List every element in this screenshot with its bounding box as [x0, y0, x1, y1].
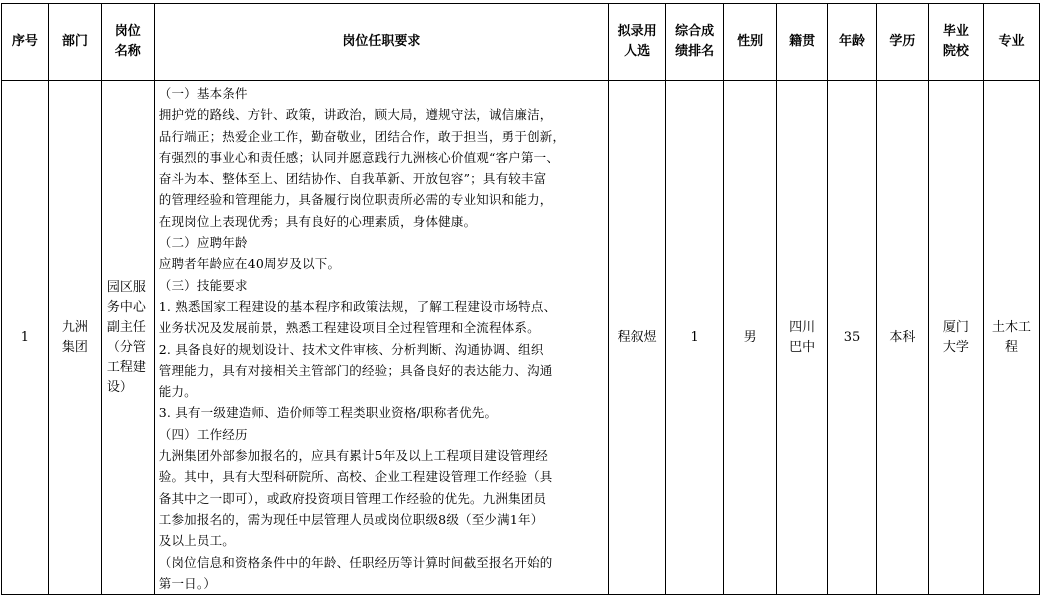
requirement-line: 2. 具备良好的规划设计、技术文件审核、分析判断、沟通协调、组织 [158, 341, 544, 357]
cell-school [928, 81, 983, 595]
requirement-line: 第一日。） [158, 575, 217, 591]
position-line: 园区服 [106, 279, 146, 295]
cell-candidate: 程叙煜 [609, 81, 666, 595]
requirement-line: 业务状况及发展前景，熟悉工程建设项目全过程管理和全流程体系。 [158, 320, 540, 336]
header-rank [666, 4, 724, 81]
requirement-line: 九洲集团外部参加报名的，应具有累计5年及以上工程项目建设管理经 [158, 448, 548, 464]
position-line: 副主任 [106, 319, 146, 335]
requirement-line: 的管理经验和管理能力，具备履行岗位职责所必需的专业知识和能力， [158, 192, 553, 208]
origin-line: 巴中 [789, 339, 816, 355]
header-education: 学历 [876, 4, 928, 81]
requirement-line: 及以上员工。 [158, 533, 235, 549]
table-row [2, 81, 1040, 595]
position-line: （分管 [106, 339, 146, 355]
header-position-line: 名称 [114, 44, 141, 59]
cell-major [983, 81, 1039, 595]
cell-requirements [154, 81, 608, 595]
requirement-line: 应聘者年龄应在40周岁及以下。 [158, 256, 341, 272]
cell-dept [48, 81, 101, 595]
requirement-line: （一）基本条件 [158, 86, 248, 101]
requirement-line: （岗位信息和资格条件中的年龄、任职经历等计算时间截至报名开始的 [158, 554, 553, 570]
job-position-table [1, 3, 1040, 595]
position-line: 设） [106, 379, 133, 395]
requirement-line: 1. 熟悉国家工程建设的基本程序和政策法规，了解工程建设市场特点、 [158, 298, 557, 314]
requirement-line: 3. 具有一级建造师、造价师等工程类职业资格/职称者优先。 [158, 405, 498, 421]
position-line: 务中心 [106, 299, 146, 315]
header-gender: 性别 [724, 4, 777, 81]
cell-gender: 男 [724, 81, 777, 595]
position-line: 工程建 [106, 359, 146, 375]
header-origin: 籍贯 [777, 4, 828, 81]
header-school [928, 4, 983, 81]
header-rank-line: 绩排名 [675, 44, 715, 59]
requirement-line: 管理能力，具有对接相关主管部门的经验；具备良好的表达能力、沟通 [158, 362, 553, 378]
requirement-line: 能力。 [158, 384, 197, 400]
header-candidate [609, 4, 666, 81]
cell-education: 本科 [876, 81, 928, 595]
cell-position [101, 81, 154, 595]
school-line: 厦门 [942, 319, 969, 335]
header-position [101, 4, 154, 81]
header-position-line: 岗位 [114, 24, 141, 39]
header-requirements: 岗位任职要求 [154, 4, 608, 81]
requirement-line: （四）工作经历 [158, 426, 248, 442]
cell-seq: 1 [2, 81, 49, 595]
dept-line: 九洲 [61, 319, 88, 335]
origin-line: 四川 [789, 319, 816, 335]
requirement-line: （二）应聘年龄 [158, 235, 248, 251]
dept-line: 集团 [61, 339, 88, 355]
major-line: 土木工 [991, 319, 1031, 335]
school-line: 大学 [942, 339, 969, 355]
cell-age: 35 [828, 81, 877, 595]
requirement-line: 在现岗位上表现优秀；具有良好的心理素质，身体健康。 [158, 213, 477, 229]
cell-rank: 1 [666, 81, 724, 595]
major-line: 程 [1004, 339, 1018, 355]
requirement-line: 奋斗为本、整体至上、团结协作、自我革新、开放包容”；具有较丰富 [158, 171, 547, 187]
requirement-line: 工参加报名的，需为现任中层管理人员或岗位职级8级（至少满1年） [158, 511, 544, 527]
requirement-line: （三）技能要求 [158, 277, 248, 293]
header-school-line: 院校 [942, 44, 969, 59]
requirement-line: 品行端正；热爱企业工作，勤奋敬业，团结合作，敢于担当，勇于创新， [158, 128, 566, 144]
header-seq: 序号 [2, 4, 49, 81]
header-age: 年龄 [828, 4, 877, 81]
requirement-line: 有强烈的事业心和责任感；认同并愿意践行九洲核心价值观“客户第一、 [158, 149, 560, 165]
requirement-line: 拥护党的路线、方针、政策，讲政治，顾大局，遵规守法，诚信廉洁， [158, 107, 553, 123]
header-major: 专业 [983, 4, 1039, 81]
header-candidate-line: 拟录用 [617, 24, 657, 39]
requirement-line: 备其中之一即可），或政府投资项目管理工作经验的优先。九洲集团员 [158, 490, 547, 506]
header-candidate-line: 人选 [624, 44, 651, 59]
requirement-line: 验。其中，具有大型科研院所、高校、企业工程建设管理工作经验（具 [158, 469, 553, 485]
header-school-line: 毕业 [942, 24, 969, 39]
header-row [2, 4, 1040, 81]
header-rank-line: 综合成 [675, 24, 715, 39]
header-dept: 部门 [48, 4, 101, 81]
cell-origin [777, 81, 828, 595]
